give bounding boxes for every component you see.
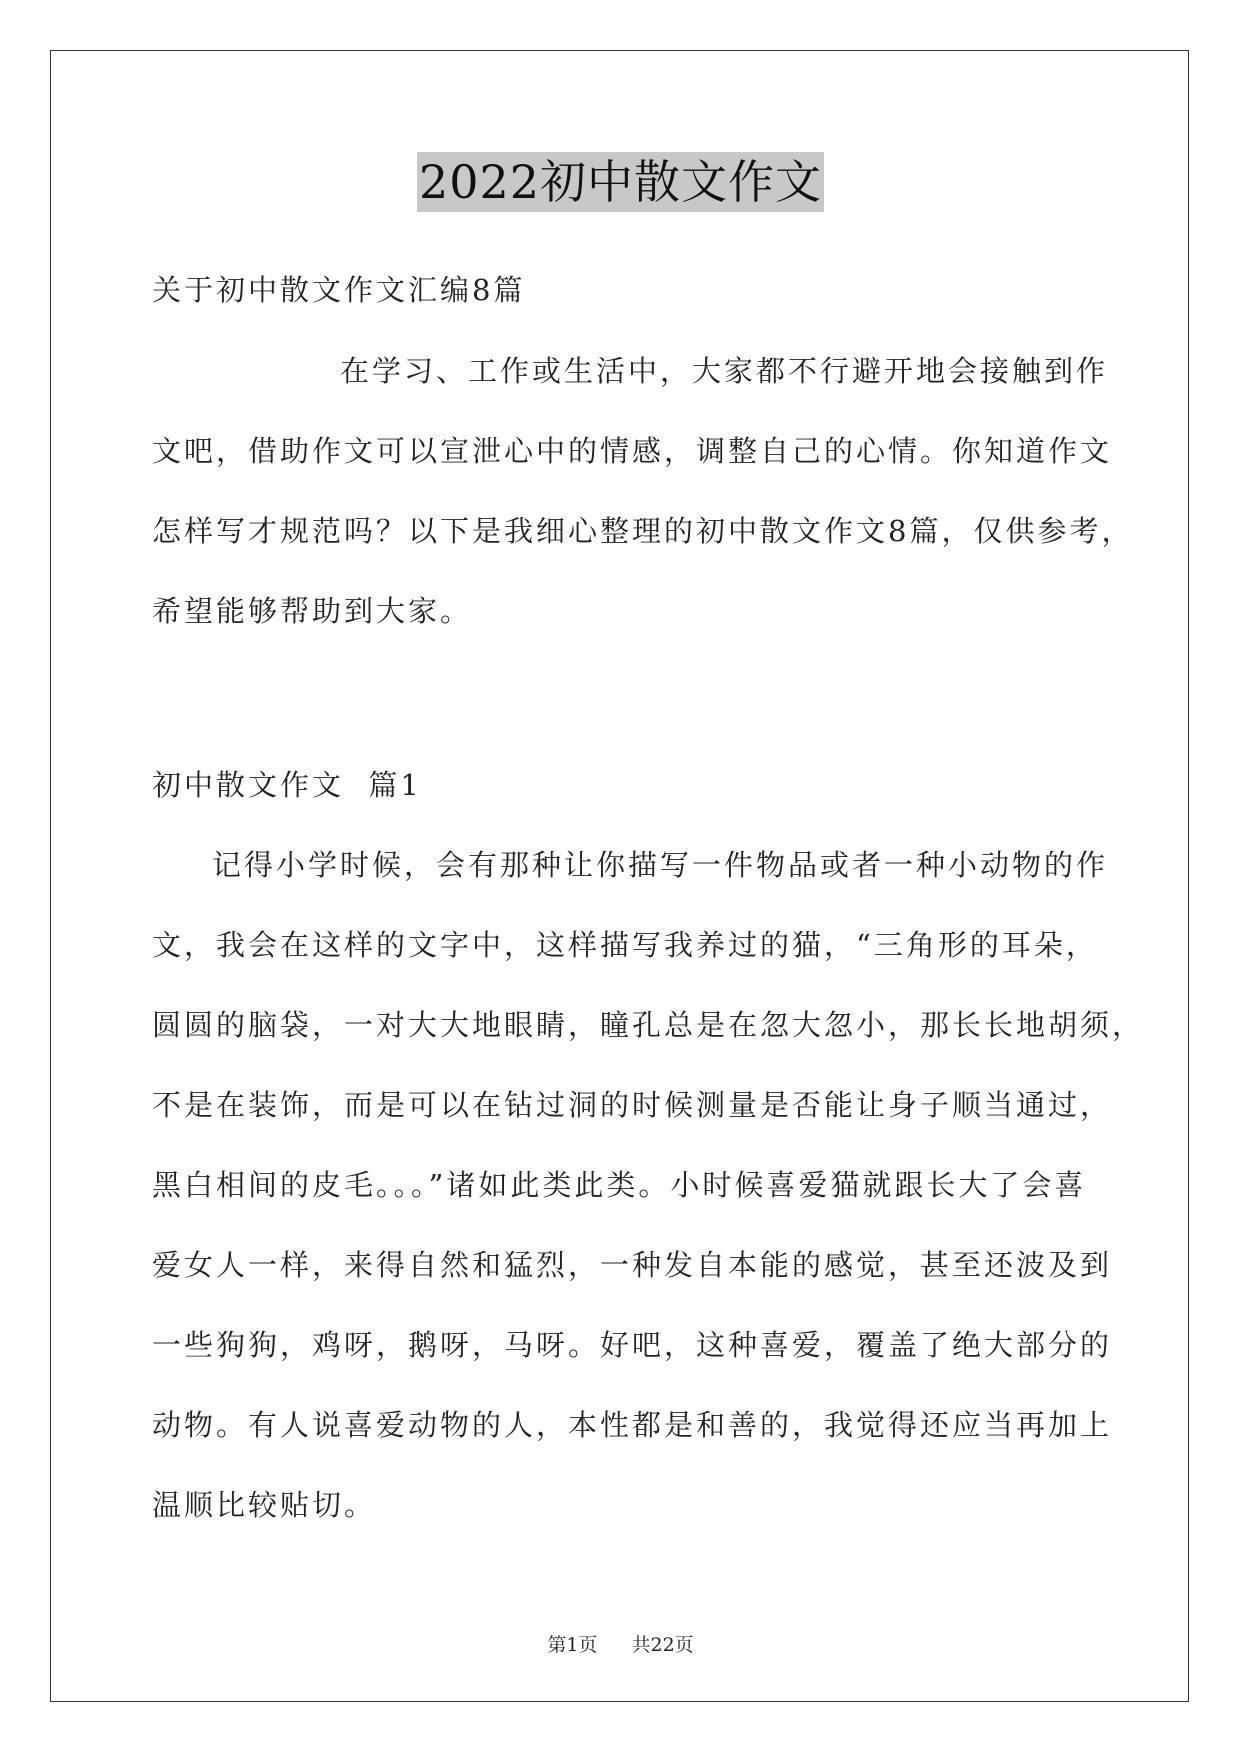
essay-line: 文，我会在这样的文字中，这样描写我养过的猫，“三角形的耳朵， (152, 928, 1098, 962)
document-subtitle (152, 250, 1112, 330)
essay-line: 记得小学时候，会有那种让你描写一件物品或者一种小动物的作 (212, 848, 1109, 882)
essay-paragraph (152, 825, 1145, 1545)
page-footer (0, 1630, 1241, 1657)
essay-line: 爱女人一样，来得自然和猛烈，一种发自本能的感觉，甚至还波及到 (152, 1248, 1113, 1282)
essay-line: 温顺比较贴切。 (152, 1488, 377, 1522)
essay-line: 一些狗狗，鸡呀，鹅呀，马呀。好吧，这种喜爱，覆盖了绝大部分的 (152, 1328, 1113, 1362)
intro-paragraph (152, 331, 1134, 651)
essay-line: 黑白相间的皮毛。。。”诸如此类此类。小时候喜爱猫就跟长大了会喜 (152, 1168, 1087, 1202)
document-title: 2022初中散文作文 (417, 152, 824, 212)
intro-line: 文吧，借助作文可以宣泄心中的情感，调整自己的心情。你知道作文 (152, 434, 1113, 468)
intro-line: 在学习、工作或生活中，大家都不行避开地会接触到作 (340, 354, 1109, 388)
page-total: 共22页 (631, 1634, 694, 1656)
section-heading (152, 745, 1112, 825)
essay-line: 动物。有人说喜爱动物的人，本性都是和善的，我觉得还应当再加上 (152, 1408, 1113, 1442)
subtitle-text: 关于初中散文作文汇编8篇 (152, 273, 526, 307)
intro-line: 怎样写才规范吗？以下是我细心整理的初中散文作文8篇，仅供参考， (152, 514, 1134, 548)
title-container (0, 152, 1241, 212)
essay-line: 圆圆的脑袋，一对大大地眼睛，瞳孔总是在忽大忽小，那长长地胡须， (152, 1008, 1145, 1042)
essay-line: 不是在装饰，而是可以在钻过洞的时候测量是否能让身子顺当通过， (152, 1088, 1113, 1122)
section-heading-text: 初中散文作文 篇1 (152, 768, 422, 802)
page-number: 第1页 (547, 1634, 598, 1656)
intro-line: 希望能够帮助到大家。 (152, 594, 473, 628)
